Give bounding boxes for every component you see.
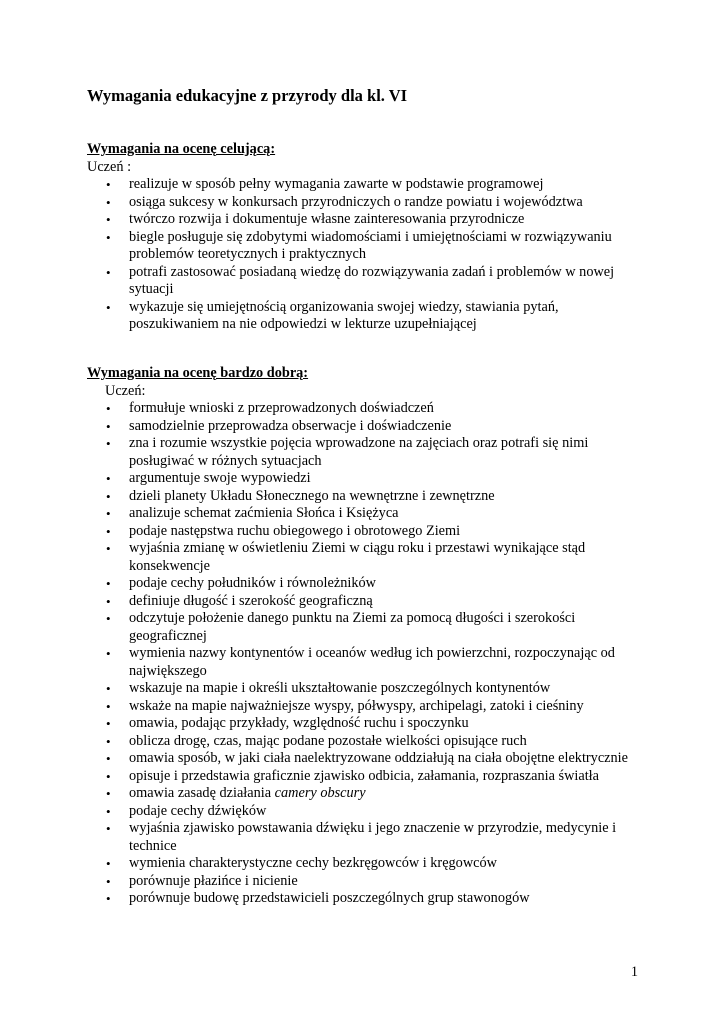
list-item (87, 855, 647, 873)
list-item (87, 470, 647, 488)
list-item (87, 873, 647, 891)
bullet-icon: • (106, 264, 111, 280)
bullet-icon: • (106, 418, 111, 434)
list-item (87, 698, 647, 716)
list-item (87, 435, 647, 470)
list-item (87, 418, 647, 436)
list-item-text: wskaże na mapie najważniejsze wyspy, półwyspy, archipelagi, zatoki i cieśniny (129, 697, 584, 714)
list-item-text: samodzielnie przeprowadza obserwacje i doświadczenie (129, 417, 452, 434)
list-item (87, 264, 647, 299)
list-item (87, 820, 647, 855)
bullet-icon: • (106, 681, 111, 696)
list-item (87, 176, 647, 194)
list-item-text: osiąga sukcesy w konkursach przyrodniczych o randze powiatu i województwa (129, 193, 583, 210)
list-item (87, 488, 647, 506)
bullet-icon: • (106, 488, 111, 504)
list-item-text: opisuje i przedstawia graficznie zjawisko odbicia, załamania, rozpraszania światła (129, 767, 600, 784)
list-item-text: definiuje długość i szerokość geograficzną (129, 592, 373, 609)
list-item-text: wymienia charakterystyczne cechy bezkręgowców i kręgowców (129, 855, 497, 871)
list-item (87, 593, 647, 611)
bullet-icon: • (106, 177, 111, 192)
list-item-text: porównuje płazińce i nicienie (129, 872, 298, 889)
list-item (87, 505, 647, 523)
list-item-text: wskazuje na mapie i określi ukształtowanie poszczególnych kontynentów (129, 680, 551, 696)
list-item (87, 299, 647, 334)
requirements-list (87, 400, 647, 908)
requirements-list (87, 176, 647, 334)
list-item (87, 229, 647, 264)
section-intro: Uczeń: (105, 382, 146, 399)
list-item-text: omawia sposób, w jaki ciała naelektryzowane oddziałują na ciała obojętne elektrycznie (129, 750, 628, 766)
list-item (87, 540, 647, 575)
section-heading: Wymagania na ocenę celującą: (87, 141, 276, 157)
list-item (87, 211, 647, 229)
bullet-icon: • (106, 751, 111, 766)
list-item-text: argumentuje swoje wypowiedzi (129, 470, 311, 486)
bullet-icon: • (106, 299, 111, 315)
list-item (87, 194, 647, 212)
list-item-text: wyjaśnia zjawisko powstawania dźwięku i jego znaczenie w przyrodzie, medycynie i technice (129, 820, 617, 854)
bullet-icon: • (106, 506, 111, 521)
bullet-icon: • (106, 541, 111, 556)
bullet-icon: • (106, 212, 111, 227)
bullet-icon: • (106, 471, 111, 486)
list-item (87, 400, 647, 418)
list-item-text: porównuje budowę przedstawicieli poszczególnych grup stawonogów (129, 890, 530, 906)
list-item-text: formułuje wnioski z przeprowadzonych doświadczeń (129, 400, 434, 416)
list-item-text: omawia, podając przykłady, względność ruchu i spoczynku (129, 715, 469, 731)
list-item (87, 785, 647, 803)
list-item-text: wykazuje się umiejętnością organizowania swojej wiedzy, stawiania pytań, poszukiwaniem na nie odpowiedzi w lekturze uzupełniającej (129, 298, 559, 332)
bullet-icon: • (106, 401, 111, 416)
page-number: 1 (630, 964, 638, 980)
list-item-text: zna i rozumie wszystkie pojęcia wprowadzone na zajęciach oraz potrafi się nimi posługiwać w różnych sytuacjach (129, 435, 589, 469)
list-item-text: analizuje schemat zaćmienia Słońca i Księżyca (129, 505, 399, 521)
list-item (87, 680, 647, 698)
list-item (87, 610, 647, 645)
list-item-text: dzieli planety Układu Słonecznego na wewnętrzne i zewnętrzne (129, 487, 495, 504)
bullet-icon: • (106, 803, 111, 819)
section-bardzo-dobra (87, 365, 647, 908)
bullet-icon: • (106, 733, 111, 749)
list-item (87, 768, 647, 786)
bullet-icon: • (106, 716, 111, 731)
list-item (87, 715, 647, 733)
bullet-icon: • (106, 611, 111, 626)
bullet-icon: • (106, 873, 111, 889)
bullet-icon: • (106, 698, 111, 714)
list-item (87, 645, 647, 680)
list-item (87, 523, 647, 541)
list-item-text: podaje cechy południków i równoleżników (129, 575, 376, 591)
document-title: Wymagania edukacyjne z przyrody dla kl. VI (87, 86, 408, 105)
bullet-icon: • (106, 436, 111, 451)
bullet-icon: • (106, 194, 111, 210)
list-item (87, 733, 647, 751)
list-item-text: odczytuje położenie danego punktu na Ziemi za pomocą długości i szerokości geograficznej (129, 610, 576, 644)
section-heading: Wymagania na ocenę bardzo dobrą: (87, 365, 309, 381)
bullet-icon: • (106, 891, 111, 906)
bullet-icon: • (106, 821, 111, 836)
bullet-icon: • (106, 856, 111, 871)
list-item (87, 575, 647, 593)
bullet-icon: • (106, 768, 111, 784)
list-item-text: oblicza drogę, czas, mając podane pozostałe wielkości opisujące ruch (129, 732, 527, 749)
list-item (87, 890, 647, 908)
bullet-icon: • (106, 786, 111, 801)
list-item-text: realizuje w sposób pełny wymagania zawarte w podstawie programowej (129, 176, 544, 192)
list-item (87, 750, 647, 768)
list-item-text: wyjaśnia zmianę w oświetleniu Ziemi w ciągu roku i przestawi wynikające stąd konsekwencje (129, 540, 586, 574)
bullet-icon: • (106, 523, 111, 539)
bullet-icon: • (106, 593, 111, 609)
bullet-icon: • (106, 576, 111, 591)
list-item-text: podaje cechy dźwięków (129, 802, 267, 819)
list-item-text: podaje następstwa ruchu obiegowego i obrotowego Ziemi (129, 522, 461, 539)
section-intro: Uczeń : (87, 158, 132, 175)
list-item (87, 803, 647, 821)
list-item-text: wymienia nazwy kontynentów i oceanów według ich powierzchni, rozpoczynając od największego (129, 645, 615, 679)
bullet-icon: • (106, 229, 111, 245)
list-item-text: omawia zasadę działania camery obscury (129, 785, 366, 801)
bullet-icon: • (106, 646, 111, 661)
section-celujaca (87, 141, 647, 334)
list-item-text: biegle posługuje się zdobytymi wiadomościami i umiejętnościami w rozwiązywaniu problemów teoretycznych i praktycznych (129, 228, 612, 262)
list-item-text: potrafi zastosować posiadaną wiedzę do rozwiązywania zadań i problemów w nowej sytuacji (129, 263, 615, 297)
list-item-text: twórczo rozwija i dokumentuje własne zainteresowania przyrodnicze (129, 211, 525, 227)
